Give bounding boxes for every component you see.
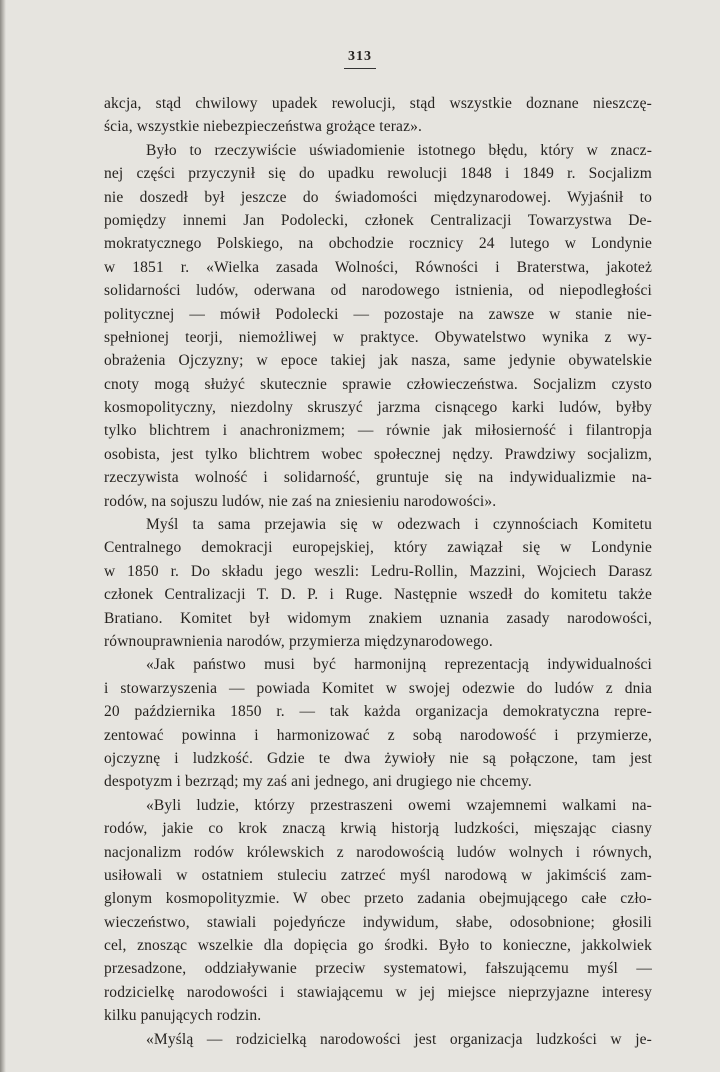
text-line: rodzicielkę narodowości i stawiającemu w jej miejsce nieprzyjazne interesy xyxy=(104,983,652,1001)
text-line: cel, znosząc wszelkie dla dopięcia go środki. Było to konieczne, jakkolwiek xyxy=(104,937,652,955)
text-line: rzeczywista wolność i solidarność, gruntuje się na indywidualizmie na- xyxy=(104,469,652,487)
text-line: Centralnego demokracji europejskiej, który zawiązał się w Londynie xyxy=(104,539,652,557)
text-line: «Jak państwo musi być harmonijną reprezentacją indywidualności xyxy=(146,656,652,674)
page-edge-shadow xyxy=(0,0,6,1072)
text-line: członek Centralizacji T. D. P. i Ruge. Następnie wszedł do komitetu także xyxy=(104,586,652,604)
text-line: solidarności ludów, oderwana od narodowego istnienia, od niepodległości xyxy=(104,282,652,300)
text-line: Bratiano. Komitet był widomym znakiem uznania zasady narodowości, xyxy=(104,609,652,627)
text-line: despotyzm i bezrząd; my zaś ani jednego, ani drugiego nie chcemy. xyxy=(104,773,532,791)
text-line: i stowarzyszenia — powiada Komitet w swojej odezwie do ludów z dnia xyxy=(104,679,652,697)
text-line: w 1851 r. «Wielka zasada Wolności, Równości i Braterstwa, jakoteż xyxy=(104,258,652,276)
text-line: tylko blichtrem i anachronizmem; — równie jak miłosierność i filantropja xyxy=(104,422,652,440)
text-line: «Byli ludzie, którzy przestraszeni owemi wzajemnemi walkami na- xyxy=(146,796,652,814)
text-line: rodów, na sojuszu ludów, nie zaś na zniesieniu narodowości». xyxy=(104,492,497,510)
text-line: osobista, jest tylko blichtrem wobec społecznej nędzy. Prawdziwy socjalizm, xyxy=(104,445,652,463)
body-text xyxy=(104,92,652,1051)
text-line: Było to rzeczywiście uświadomienie istotnego błędu, który w znacz- xyxy=(146,141,652,159)
text-line: usiłowali w ostatniem stuleciu zatrzeć myśl narodową w jakimściś zam- xyxy=(104,866,652,884)
page-header xyxy=(0,47,720,69)
text-line: kilku panujących rodzin. xyxy=(104,1007,262,1025)
text-line: spełnionej teorji, niemożliwej w praktyce. Obywatelstwo wynika z wy- xyxy=(104,328,652,346)
text-line: 20 października 1850 r. — tak każda organizacja demokratyczna repre- xyxy=(104,703,652,721)
text-line: w 1850 r. Do składu jego weszli: Ledru-Rollin, Mazzini, Wojciech Darasz xyxy=(104,562,652,580)
text-line: zentować powinna i harmonizować z sobą narodowość i przymierze, xyxy=(104,726,652,744)
text-line: rodów, jakie co krok znaczą krwią historją ludzkości, mięszając ciasny xyxy=(104,820,652,838)
text-line: glonym kosmopolityzmie. W obec przeto zadania obejmującego całe czło- xyxy=(104,890,652,908)
text-line: nacjonalizm rodów królewskich z narodowością ludów wolnych i równych, xyxy=(104,843,652,861)
text-line: cnoty mogą służyć skutecznie sprawie człowieczeństwa. Socjalizm czysto xyxy=(104,375,652,393)
text-line: ścia, wszystkie niebezpieczeństwa grożące teraz». xyxy=(104,118,423,136)
text-line: nie doszedł był jeszcze do świadomości międzynarodowej. Wyjaśnił to xyxy=(104,188,652,206)
text-line: wieczeństwo, stawiali pojedyńcze indywidum, słabe, odosobnione; głosili xyxy=(104,913,652,931)
text-line: mokratycznego Polskiego, na obchodzie rocznicy 24 lutego w Londynie xyxy=(104,235,652,253)
text-line: politycznej — mówił Podolecki — pozostaje na zawsze w stanie nie- xyxy=(104,305,652,323)
text-line: «Myślą — rodzicielką narodowości jest organizacja ludzkości w je- xyxy=(146,1030,652,1048)
text-line: akcja, stąd chwilowy upadek rewolucji, stąd wszystkie doznane nieszczę- xyxy=(104,95,652,112)
text-line: nej części przyczynił się do upadku rewolucji 1848 i 1849 r. Socjalizm xyxy=(104,165,652,183)
text-line: przesadzone, oddziaływanie przeciw systematowi, fałszującemu myśl — xyxy=(104,960,652,978)
page-number: 313 xyxy=(344,49,376,69)
text-line: obrażenia Ojczyzny; w epoce takiej jak nasza, same jedynie obywatelskie xyxy=(104,352,652,370)
text-line: równouprawnienia narodów, przymierza międzynarodowego. xyxy=(104,632,493,650)
text-line: ojczyznę i ludzkość. Gdzie te dwa żywioły nie są połączone, tam jest xyxy=(104,749,652,767)
text-line: Myśl ta sama przejawia się w odezwach i czynnościach Komitetu xyxy=(146,516,652,534)
text-line: kosmopolityczny, niezdolny skruszyć jarzma cisnącego karki ludów, byłby xyxy=(104,399,652,417)
text-line: pomiędzy innemi Jan Podolecki, członek Centralizacji Towarzystwa De- xyxy=(104,211,652,229)
